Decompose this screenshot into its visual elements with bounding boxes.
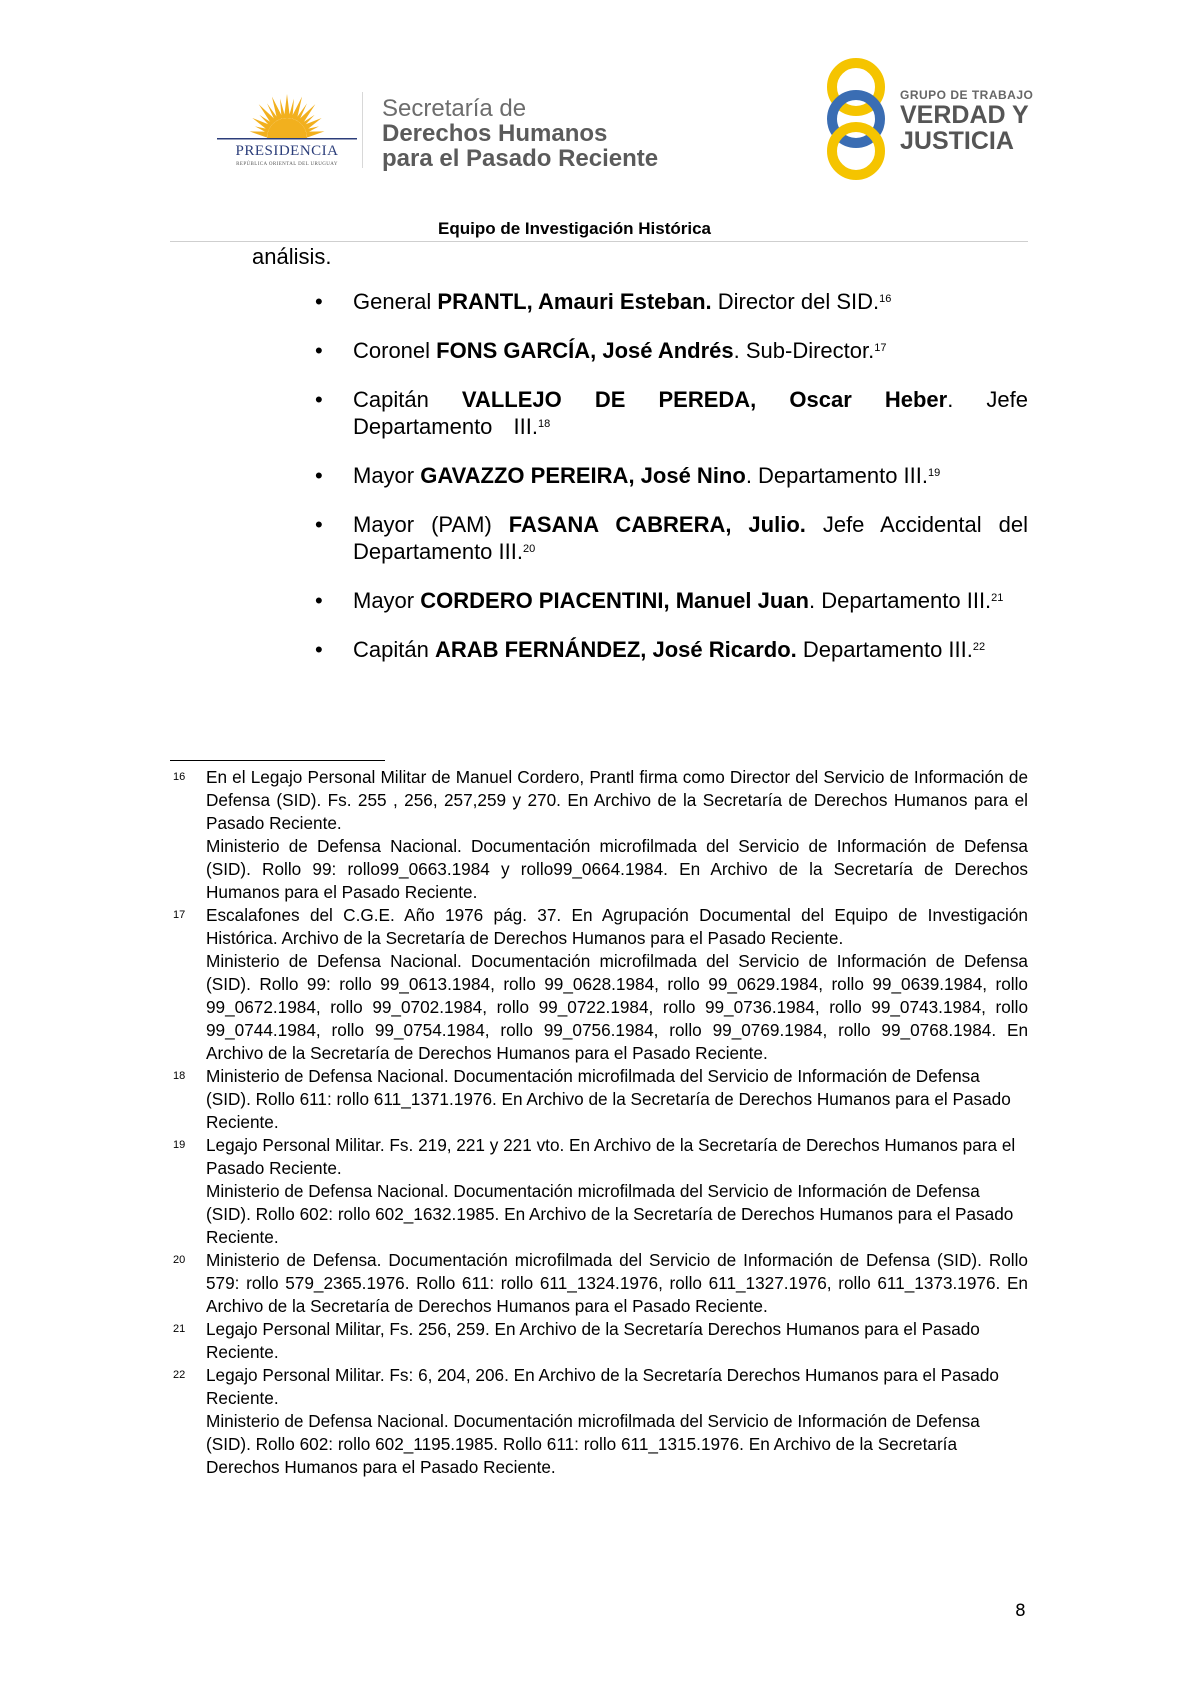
footnote-number: 20 (173, 1254, 186, 1266)
item-name: ARAB FERNÁNDEZ, José Ricardo. (434, 637, 797, 662)
analisis-text: análisis. (252, 244, 332, 269)
page-header (0, 0, 1191, 238)
presidencia-sublabel: REPÚBLICA ORIENTAL DEL URUGUAY (236, 162, 338, 167)
item-prefix: Mayor (PAM) (353, 512, 509, 537)
footnote-text: Ministerio de Defensa Nacional. Documentación microfilmada del Servicio de Información de Defensa (SID). Rollo 99: rollo99_0663.1984 y rollo99_0664.1984. En Archivo de la Secretaría de Derechos Humanos para el Pasado Reciente. (206, 836, 1028, 902)
header-divider (362, 92, 363, 168)
footnote-number: 16 (173, 771, 186, 783)
footnote-number: 22 (173, 1369, 186, 1381)
page-number: 8 (1015, 1601, 1026, 1621)
footnote-18 (170, 1065, 1028, 1134)
item-suffix: . Sub-Director. (733, 338, 875, 363)
footnote-17 (170, 904, 1028, 1065)
footnote-number: 21 (173, 1323, 186, 1335)
footnote-ref[interactable]: 20 (522, 543, 536, 555)
footnote-ref[interactable]: 16 (879, 293, 892, 305)
verdad-justicia-logo-text (900, 88, 1033, 154)
item-suffix: . Jefe Departamento III. (353, 387, 1028, 439)
footnote-ref[interactable]: 17 (874, 342, 887, 354)
item-prefix: Coronel (353, 338, 437, 363)
bullet-icon: • (315, 338, 323, 363)
item-prefix: Capitán (353, 637, 435, 662)
list-item (315, 337, 1028, 364)
bullet-icon: • (315, 289, 323, 314)
list-item (315, 386, 1028, 440)
footnote-text: Legajo Personal Militar. Fs: 6, 204, 206. En Archivo de la Secretaría Derechos Humanos para el Pasado Reciente. (206, 1365, 999, 1408)
footnote-number: 17 (173, 909, 186, 921)
footnote-number: 19 (173, 1139, 186, 1151)
list-item (315, 636, 1028, 663)
item-name: FONS GARCÍA, José Andrés (436, 338, 734, 363)
item-name: GAVAZZO PEREIRA, José Nino (420, 463, 746, 488)
footnote-ref[interactable]: 18 (537, 418, 551, 430)
footnote-text: Ministerio de Defensa Nacional. Documentación microfilmada del Servicio de Información de Defensa (SID). Rollo 602: rollo 602_1195.1985. Rollo 611: rollo 611_1315.1976. En Archivo de la Secretaría Derechos Humanos para el Pasado Reciente. (206, 1411, 980, 1477)
footnote-number: 18 (173, 1070, 186, 1082)
bullet-icon: • (315, 637, 323, 662)
footnote-text: Ministerio de Defensa Nacional. Documentación microfilmada del Servicio de Información de Defensa (SID). Rollo 602: rollo 602_1632.1985. En Archivo de la Secretaría de Derechos Humanos para el Pasado Reciente. (206, 1181, 1014, 1247)
personnel-list (315, 288, 1028, 685)
bullet-icon: • (315, 463, 323, 488)
list-item (315, 462, 1028, 489)
footnote-text: Ministerio de Defensa Nacional. Documentación microfilmada del Servicio de Información de Defensa (SID). Rollo 611: rollo 611_1371.1976. En Archivo de la Secretaría de Derechos Humanos para el Pasado Reciente. (206, 1066, 1011, 1132)
item-name: CORDERO PIACENTINI, Manuel Juan (420, 588, 809, 613)
secretaria-logo-text (382, 96, 658, 171)
presidencia-logo (212, 88, 362, 170)
presidencia-label: PRESIDENCIA (235, 143, 339, 159)
footnote-ref[interactable]: 19 (928, 467, 941, 479)
item-suffix: Director del SID. (711, 289, 880, 314)
footnote-separator (170, 760, 385, 761)
bullet-icon: • (315, 387, 323, 412)
list-item (315, 288, 1028, 315)
gtvj-line-2: JUSTICIA (900, 127, 1014, 155)
footnote-21 (170, 1318, 1028, 1364)
secretaria-line-3: para el Pasado Reciente (382, 145, 659, 172)
list-item (315, 587, 1028, 614)
item-suffix: Jefe Accidental del Departamento III. (353, 512, 1028, 564)
item-suffix: . Departamento III. (745, 463, 929, 488)
footnote-text: Legajo Personal Militar. Fs. 219, 221 y 221 vto. En Archivo de la Secretaría de Derechos Humanos para el Pasado Reciente. (206, 1135, 1016, 1178)
bullet-icon: • (315, 588, 323, 613)
footnote-text: Legajo Personal Militar, Fs. 256, 259. En Archivo de la Secretaría Derechos Humanos para el Pasado Reciente. (206, 1319, 980, 1362)
footnote-text: Ministerio de Defensa Nacional. Documentación microfilmada del Servicio de Información de Defensa (SID). Rollo 99: rollo 99_0613.1984, rollo 99_0628.1984, rollo 99_0629.1984, rollo 99_0639.1984, rollo 99_0672.1984, rollo 99_0702.1984, rollo 99_0722.1984, rollo 99_0736.1984, rollo 99_0743.1984, rollo 99_0744.1984, rollo 99_0754.1984, rollo 99_0756.1984, rollo 99_0769.1984, rollo 99_0768.1984. En Archivo de la Secretaría de Derechos Humanos para el Pasado Reciente. (206, 951, 1028, 1063)
footnote-text: Escalafones del C.G.E. Año 1976 pág. 37. En Agrupación Documental del Equipo de Investigación Histórica. Archivo de la Secretaría de Derechos Humanos para el Pasado Reciente. (206, 905, 1028, 948)
secretaria-line-2: Derechos Humanos (382, 120, 608, 147)
bullet-icon: • (315, 512, 323, 537)
item-name: PRANTL, Amauri Esteban. (437, 289, 712, 314)
item-prefix: Mayor (353, 588, 421, 613)
secretaria-line-1: Secretaría de (382, 95, 527, 122)
item-prefix: General (353, 289, 438, 314)
gtvj-small-label: GRUPO DE TRABAJO (900, 88, 1034, 102)
footnote-ref[interactable]: 22 (972, 641, 986, 653)
footnotes (170, 766, 1028, 1479)
item-suffix: Departamento III. (796, 637, 973, 662)
header-rule (170, 241, 1028, 242)
footnote-19 (170, 1134, 1028, 1249)
list-item (315, 511, 1028, 565)
item-prefix: Capitán (353, 387, 462, 412)
item-suffix: . Departamento III. (808, 588, 992, 613)
item-name: VALLEJO DE PEREDA, Oscar Heber (461, 387, 948, 412)
gtvj-line-1: VERDAD Y (900, 101, 1029, 129)
footnote-text: En el Legajo Personal Militar de Manuel Cordero, Prantl firma como Director del Servicio de Información de Defensa (SID). Fs. 255 , 256, 257,259 y 270. En Archivo de la Secretaría de Derechos Humanos para el Pasado Reciente. (206, 767, 1028, 833)
footnote-20 (170, 1249, 1028, 1318)
equipo-header-title: Equipo de Investigación Histórica (438, 219, 711, 238)
footnote-16 (170, 766, 1028, 904)
footnote-text: Ministerio de Defensa. Documentación microfilmada del Servicio de Información de Defensa (SID). Rollo 579: rollo 579_2365.1976. Rollo 611: rollo 611_1324.1976, rollo 611_1327.1976, rollo 611_1373.1976. En Archivo de la Secretaría de Derechos Humanos para el Pasado Reciente. (206, 1250, 1028, 1316)
footnote-ref[interactable]: 21 (991, 592, 1004, 604)
item-prefix: Mayor (353, 463, 421, 488)
sun-emblem-icon (212, 88, 362, 144)
footnote-22 (170, 1364, 1028, 1479)
item-name: FASANA CABRERA, Julio. (508, 512, 806, 537)
